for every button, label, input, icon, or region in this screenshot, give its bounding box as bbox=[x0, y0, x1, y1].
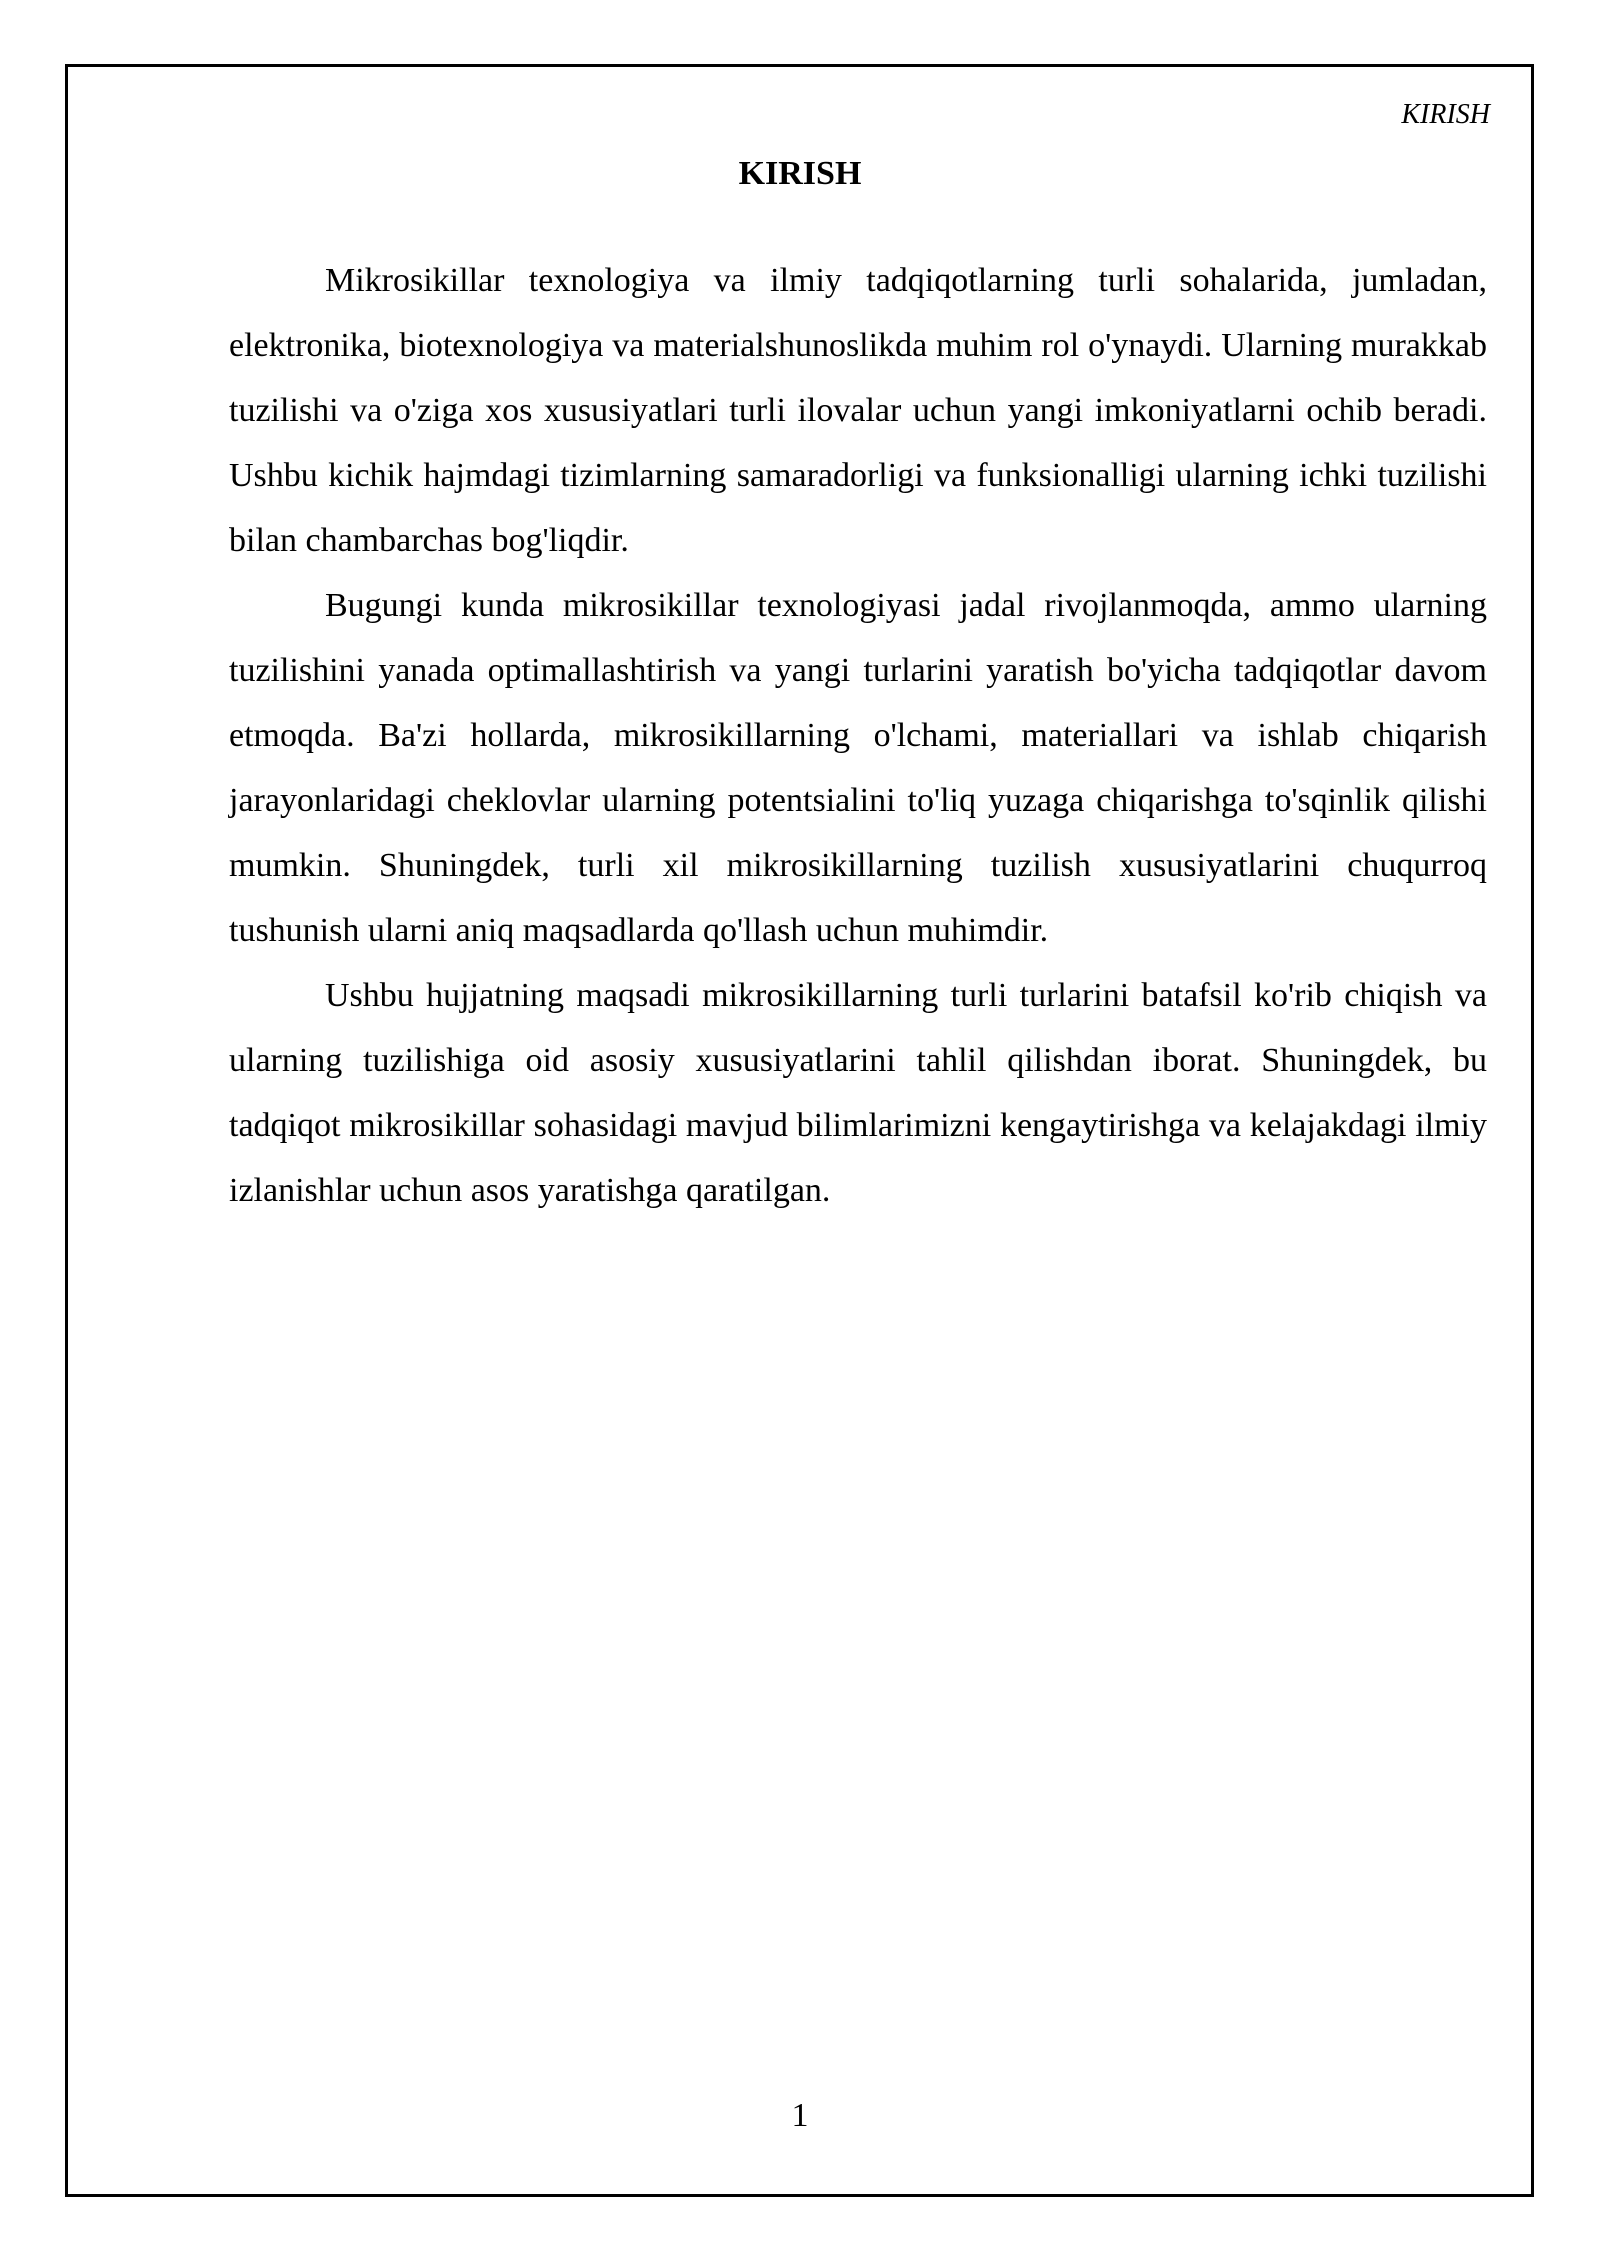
paragraph-3: Ushbu hujjatning maqsadi mikrosikillarning turli turlarini batafsil ko'rib chiqish va ularning tuzilishiga oid asosiy xususiyatlarini tahlil qilishdan iborat. Shuningdek, bu tadqiqot mikrosikillar sohasidagi mavjud bilimlarimizni kengaytirishga va kelajakdagi ilmiy izlanishlar uchun asos yaratishga qaratilgan. bbox=[229, 977, 1487, 1209]
body-text bbox=[229, 248, 1487, 1223]
running-header: KIRISH bbox=[1401, 99, 1490, 130]
page-number: 1 bbox=[791, 2097, 809, 2134]
paragraph-2: Bugungi kunda mikrosikillar texnologiyasi jadal rivojlanmoqda, ammo ularning tuzilishini yanada optimallashtirish va yangi turlarini yaratish bo'yicha tadqiqotlar davom etmoqda. Ba'zi hollarda, mikrosikillarning o'lchami, materiallari va ishlab chiqarish jarayonlaridagi cheklovlar ularning potentsialini to'liq yuzaga chiqarishga to'sqinlik qilishi mumkin. Shuningdek, turli xil mikrosikillarning tuzilish xususiyatlarini chuqurroq tushunish ularni aniq maqsadlarda qo'llash uchun muhimdir. bbox=[229, 587, 1487, 949]
paragraph-1: Mikrosikillar texnologiya va ilmiy tadqiqotlarning turli sohalarida, jumladan, elektronika, biotexnologiya va materialshunoslikda muhim rol o'ynaydi. Ularning murakkab tuzilishi va o'ziga xos xususiyatlari turli ilovalar uchun yangi imkoniyatlarni ochib beradi. Ushbu kichik hajmdagi tizimlarning samaradorligi va funksionalligi ularning ichki tuzilishi bilan chambarchas bog'liqdir. bbox=[229, 262, 1487, 559]
page-title: KIRISH bbox=[738, 155, 862, 192]
